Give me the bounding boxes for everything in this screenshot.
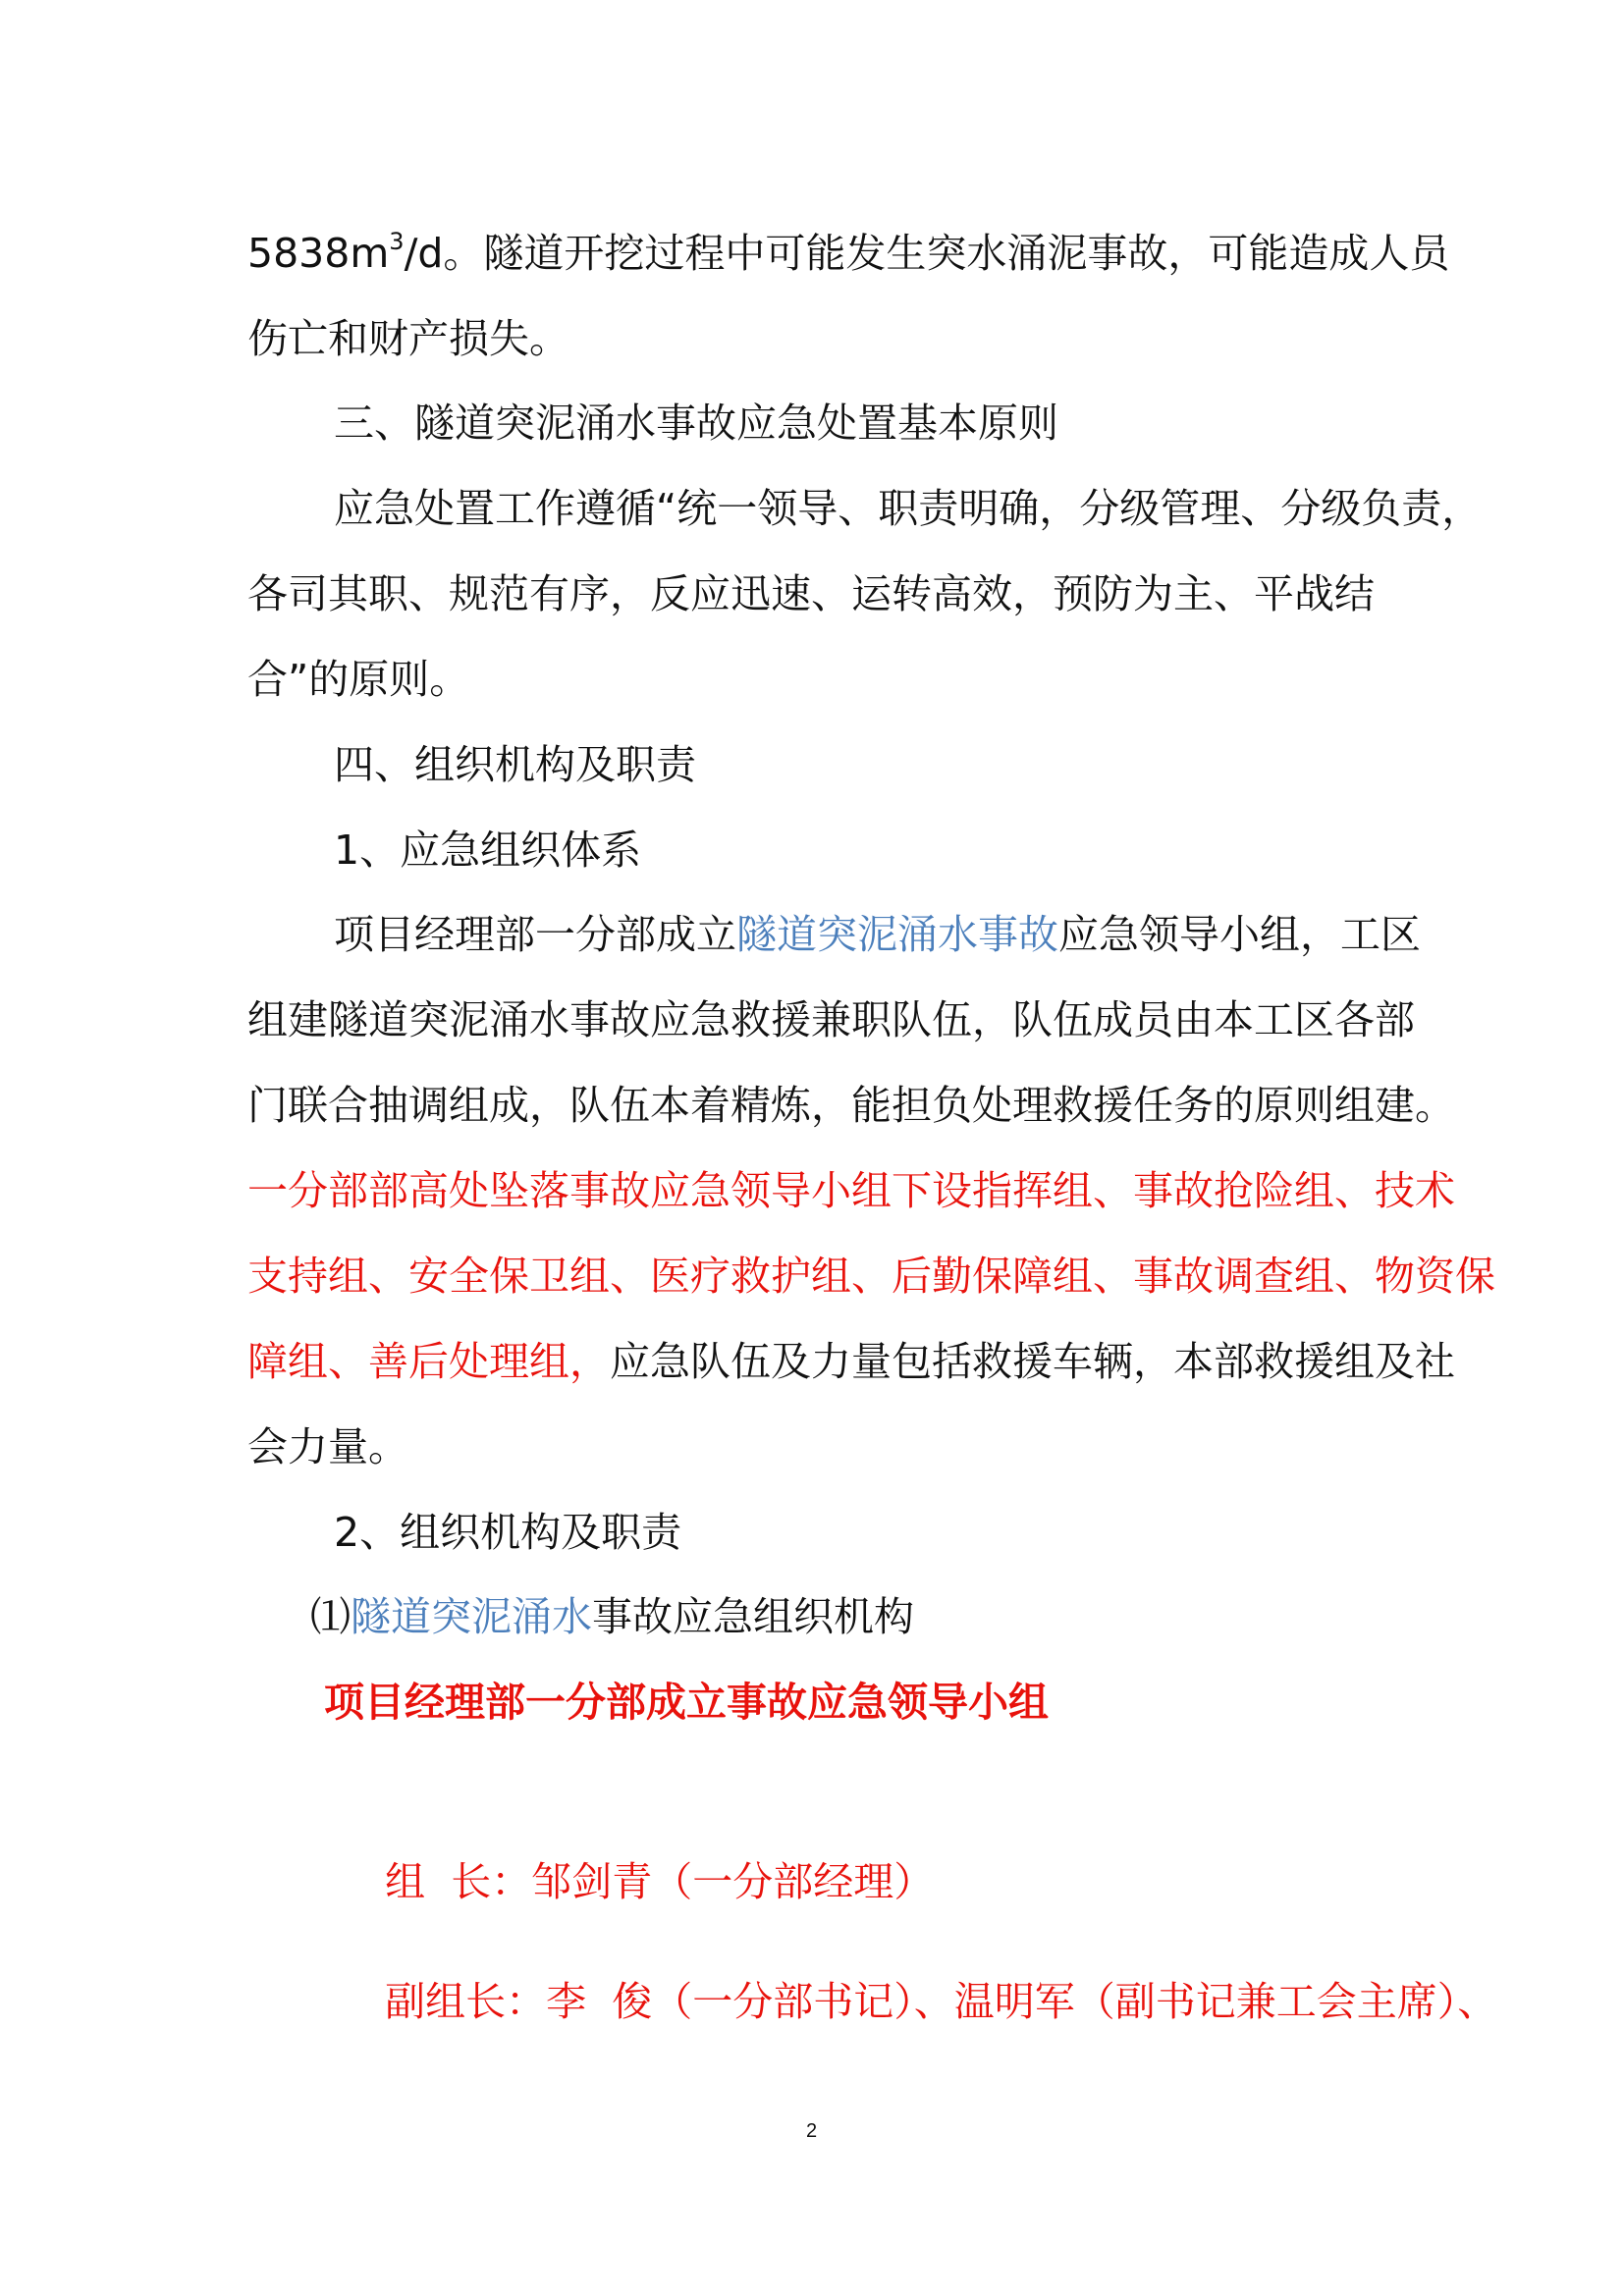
deputy-text: 副组长：李 俊（一分部书记）、温明军（副书记兼工会主席）、 xyxy=(385,1978,1498,2025)
paragraph-line-8 xyxy=(247,990,1415,1049)
heading-text: 四、组织机构及职责 xyxy=(334,741,696,788)
deputy-leader-line xyxy=(334,1913,1497,2090)
heading-text: 1、应急组织体系 xyxy=(334,827,642,874)
flow-exponent: 3 xyxy=(389,228,405,255)
paragraph-text: 门联合抽调组成，队伍本着精炼，能担负处理救援任务的原则组建。 xyxy=(247,1082,1455,1129)
paragraph-text: 应急处置工作遵循“统一领导、职责明确，分级管理、分级负责， xyxy=(334,485,1483,532)
red-text: 障组、善后处理组， xyxy=(247,1338,610,1385)
paragraph-text: 应急领导小组，工区 xyxy=(1058,911,1421,958)
paragraph-text: 应急队伍及力量包括救援车辆，本部救援组及社 xyxy=(610,1338,1455,1385)
mixed-paragraph-line-3 xyxy=(247,1332,1455,1391)
heading-text: 三、隧道突泥涌水事故应急处置基本原则 xyxy=(334,400,1058,447)
flow-value: 5838m xyxy=(247,230,390,277)
section-heading-3 xyxy=(334,394,1058,453)
paragraph-line-6 xyxy=(247,650,469,709)
highlighted-term: 隧道突泥涌水 xyxy=(351,1593,592,1640)
paragraph-line-5 xyxy=(247,564,1375,623)
leader-text: 组 长：邹剑青（一分部经理） xyxy=(385,1858,935,1905)
paragraph-text: 伤亡和财产损失。 xyxy=(247,315,569,362)
subheading-2 xyxy=(334,1503,681,1562)
red-text: 支持组、安全保卫组、医疗救护组、后勤保障组、事故调查组、物资保 xyxy=(247,1253,1495,1300)
sub-item-1 xyxy=(310,1587,914,1646)
paragraph-text: 合”的原则。 xyxy=(247,656,470,703)
paragraph-text: 项目经理部一分部成立 xyxy=(334,911,736,958)
paragraph-line-7 xyxy=(334,905,1421,964)
paragraph-text: 组建隧道突泥涌水事故应急救援兼职队伍，队伍成员由本工区各部 xyxy=(247,996,1415,1043)
paragraph-line-2 xyxy=(247,309,569,368)
paragraph-line-10 xyxy=(247,1417,408,1476)
page-number: 2 xyxy=(805,2120,818,2142)
paragraph-line-4 xyxy=(334,479,1482,538)
paragraph-line-1 xyxy=(247,224,1449,283)
item-number: ⑴ xyxy=(310,1593,351,1640)
bold-red-title xyxy=(324,1673,1049,1732)
item-text: 事故应急组织机构 xyxy=(592,1593,914,1640)
red-text: 一分部部高处坠落事故应急领导小组下设指挥组、事故抢险组、技术 xyxy=(247,1167,1455,1214)
paragraph-text: /d。隧道开挖过程中可能发生突水涌泥事故，可能造成人员 xyxy=(404,230,1450,277)
subheading-1 xyxy=(334,821,641,880)
section-heading-4 xyxy=(334,735,696,794)
red-paragraph-line-1 xyxy=(247,1161,1455,1220)
title-text: 项目经理部一分部成立事故应急领导小组 xyxy=(324,1679,1049,1726)
highlighted-term: 隧道突泥涌水事故 xyxy=(736,911,1058,958)
paragraph-line-9 xyxy=(247,1076,1455,1135)
paragraph-text: 各司其职、规范有序，反应迅速、运转高效，预防为主、平战结 xyxy=(247,570,1375,617)
red-paragraph-line-2 xyxy=(247,1247,1495,1306)
paragraph-text: 会力量。 xyxy=(247,1423,408,1470)
heading-text: 2、组织机构及职责 xyxy=(334,1509,682,1556)
